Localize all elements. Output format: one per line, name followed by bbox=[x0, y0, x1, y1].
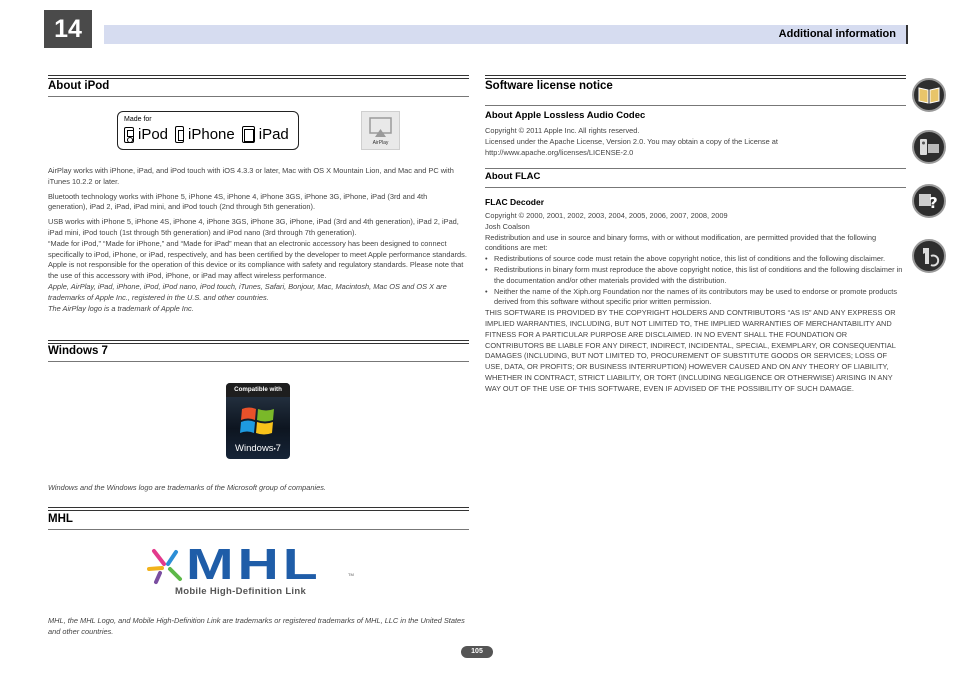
list-item: • Redistributions of source code must retain the above copyright notice, this list of conditions and the following disclaimer. bbox=[494, 254, 906, 265]
section-rule bbox=[485, 75, 906, 76]
alac-license: Licensed under the Apache License, Version 2.0. You may obtain a copy of the License at bbox=[485, 136, 778, 146]
page-number: 105 bbox=[461, 646, 493, 658]
airplay-logo bbox=[361, 111, 400, 150]
airplay-label: AirPlay bbox=[372, 140, 389, 146]
header-bar bbox=[104, 25, 908, 44]
flac-author: Josh Coalson bbox=[485, 221, 530, 231]
made-for-disclaimer: “Made for iPod,” “Made for iPhone,” and “Made for iPad” mean that an electronic accessory has been designed to connect specifically to iPod, iPhone, or iPad, respectively, and has been certified by the developer to meet Apple performance standards. Apple is not responsible for the operation of this device or its compliance with safety and regulatory standards. Please note that the use of this accessory with iPod, iPhone, or iPad may affect wireless performance. bbox=[48, 238, 467, 281]
ipad-device-icon bbox=[242, 126, 255, 143]
section-underline bbox=[48, 361, 469, 362]
section-rule bbox=[48, 340, 469, 341]
made-for-ipod-iphone-ipad-badge bbox=[117, 111, 299, 150]
section-title-windows: Windows 7 bbox=[48, 345, 108, 357]
section-rule bbox=[48, 510, 469, 511]
book-icon[interactable] bbox=[912, 78, 946, 112]
section-underline bbox=[485, 187, 906, 188]
help-question-icon[interactable] bbox=[912, 184, 946, 218]
mhl-tm: TM bbox=[348, 572, 354, 577]
ipod-device-icon bbox=[124, 127, 134, 143]
subsection-title-alac: About Apple Lossless Audio Codec bbox=[485, 110, 646, 121]
list-item: • Redistributions in binary form must reproduce the above copyright notice, this list of conditions and the following disclaimer in the documentation and/or other materials provided with the distribution. bbox=[494, 265, 906, 287]
mhl-logo bbox=[146, 540, 366, 601]
section-title-mhl: MHL bbox=[48, 513, 73, 525]
iphone-device-icon bbox=[175, 126, 184, 143]
windows-flag-icon bbox=[238, 401, 278, 441]
flac-copyright: Copyright © 2000, 2001, 2002, 2003, 2004, 2005, 2006, 2007, 2008, 2009 bbox=[485, 211, 728, 220]
iphone-label: iPhone bbox=[188, 126, 235, 143]
section-rule bbox=[48, 507, 469, 508]
flac-conditions-list bbox=[485, 254, 906, 308]
bluetooth-compat-text: Bluetooth technology works with iPhone 5, iPhone 4S, iPhone 4, iPhone 3GS, iPhone 3G, iPhone, iPad (3rd and 4th generation), iPad 2, iPad, iPad mini, and iPod touch (2nd through 5th generation). bbox=[48, 191, 428, 212]
usb-compat-text: USB works with iPhone 5, iPhone 4S, iPhone 4, iPhone 3GS, iPhone 3G, iPhone, iPad (3rd and 4th generation), iPad 2, iPad, iPad mini, iPod touch (1st through 5th generation) and iPod nano (3rd through 7th generation). bbox=[48, 217, 459, 237]
compatible-with-windows7-badge bbox=[226, 383, 290, 459]
windows-trademark-note: Windows and the Windows logo are trademarks of the Microsoft group of companies. bbox=[48, 483, 326, 492]
ipad-label: iPad bbox=[258, 126, 289, 143]
list-item: • Neither the name of the Xiph.org Foundation nor the names of its contributors may be used to endorse or promote products derived from this software without specific prior written permission. bbox=[494, 287, 906, 309]
section-underline bbox=[48, 529, 469, 530]
apple-trademark-note: Apple, AirPlay, iPad, iPhone, iPod, iPod nano, iPod touch, iTunes, Safari, Bonjour, Mac, Macintosh, Mac OS and OS X are trademarks of Apple Inc., registered in the U.S. and other countries. bbox=[48, 281, 447, 302]
made-for-label: Made for bbox=[124, 116, 152, 123]
mhl-trademark-note: MHL, the MHL Logo, and Mobile High-Definition Link are trademarks or registered trademarks of MHL, LLC in the United States and other countries. bbox=[48, 616, 465, 636]
ipod-label: iPod bbox=[138, 126, 169, 143]
mhl-burst-icon bbox=[146, 547, 186, 587]
alac-copyright: Copyright © 2011 Apple Inc. All rights reserved. bbox=[485, 126, 640, 135]
alac-license-url: http://www.apache.org/licenses/LICENSE-2.0 bbox=[485, 147, 634, 157]
section-title-software-license: Software license notice bbox=[485, 80, 613, 92]
compatible-with-label: Compatible with bbox=[226, 383, 290, 397]
header-title: Additional information bbox=[778, 28, 896, 40]
svg-text:?: ? bbox=[929, 194, 938, 212]
section-underline bbox=[48, 96, 469, 97]
mhl-wordmark: MHL bbox=[186, 540, 322, 589]
subsection-title-flac: About FLAC bbox=[485, 171, 541, 182]
windows7-wordmark: Windows•7 bbox=[235, 443, 281, 454]
section-rule bbox=[48, 343, 469, 344]
section-rule bbox=[485, 78, 906, 79]
section-rule bbox=[48, 78, 469, 79]
back-return-icon[interactable] bbox=[912, 239, 946, 273]
flac-decoder-title: FLAC Decoder bbox=[485, 197, 545, 207]
section-rule bbox=[48, 75, 469, 76]
section-underline bbox=[485, 168, 906, 169]
section-title-ipod: About iPod bbox=[48, 80, 110, 92]
chapter-number: 14 bbox=[44, 10, 92, 48]
remote-receiver-icon[interactable] bbox=[912, 130, 946, 164]
airplay-trademark-note: The AirPlay logo is a trademark of Apple Inc. bbox=[48, 303, 194, 313]
flac-disclaimer: THIS SOFTWARE IS PROVIDED BY THE COPYRIGHT HOLDERS AND CONTRIBUTORS “AS IS” AND ANY EXPRESS OR IMPLIED WARRANTIES, INCLUDING, BUT NOT LIMITED TO, THE IMPLIED WARRANTIES OF MERCHANTABILITY AND FITNESS FOR A PARTICULAR PURPOSE ARE DISCLAIMED. IN NO EVENT SHALL THE FOUNDATION OR CONTRIBUTORS BE LIABLE FOR ANY DIRECT, INDIRECT, INCIDENTAL, SPECIAL, EXEMPLARY, OR CONSEQUENTIAL DAMAGES (INCLUDING, BUT NOT LIMITED TO, PROCUREMENT OF SUBSTITUTE GOODS OR SERVICES; LOSS OF USE, DATA, OR PROFITS; OR BUSINESS INTERRUPTION) HOWEVER CAUSED AND ON ANY THEORY OF LIABILITY, WHETHER IN CONTRACT, STRICT LIABILITY, OR TORT (INCLUDING NEGLIGENCE OR OTHERWISE) ARISING IN ANY WAY OUT OF THE USE OF THIS SOFTWARE, EVEN IF ADVISED OF THE POSSIBILITY OF SUCH DAMAGE. bbox=[485, 308, 896, 393]
section-underline bbox=[485, 105, 906, 106]
flac-redistribution-intro: Redistribution and use in source and binary forms, with or without modification, are permitted provided that the following conditions are met: bbox=[485, 232, 877, 253]
mhl-tagline: Mobile High-Definition Link bbox=[175, 586, 307, 597]
airplay-compat-text: AirPlay works with iPhone, iPad, and iPod touch with iOS 4.3.3 or later, Mac with OS X Mountain Lion, and Mac and PC with iTunes 10.2.2 or later. bbox=[48, 166, 454, 186]
